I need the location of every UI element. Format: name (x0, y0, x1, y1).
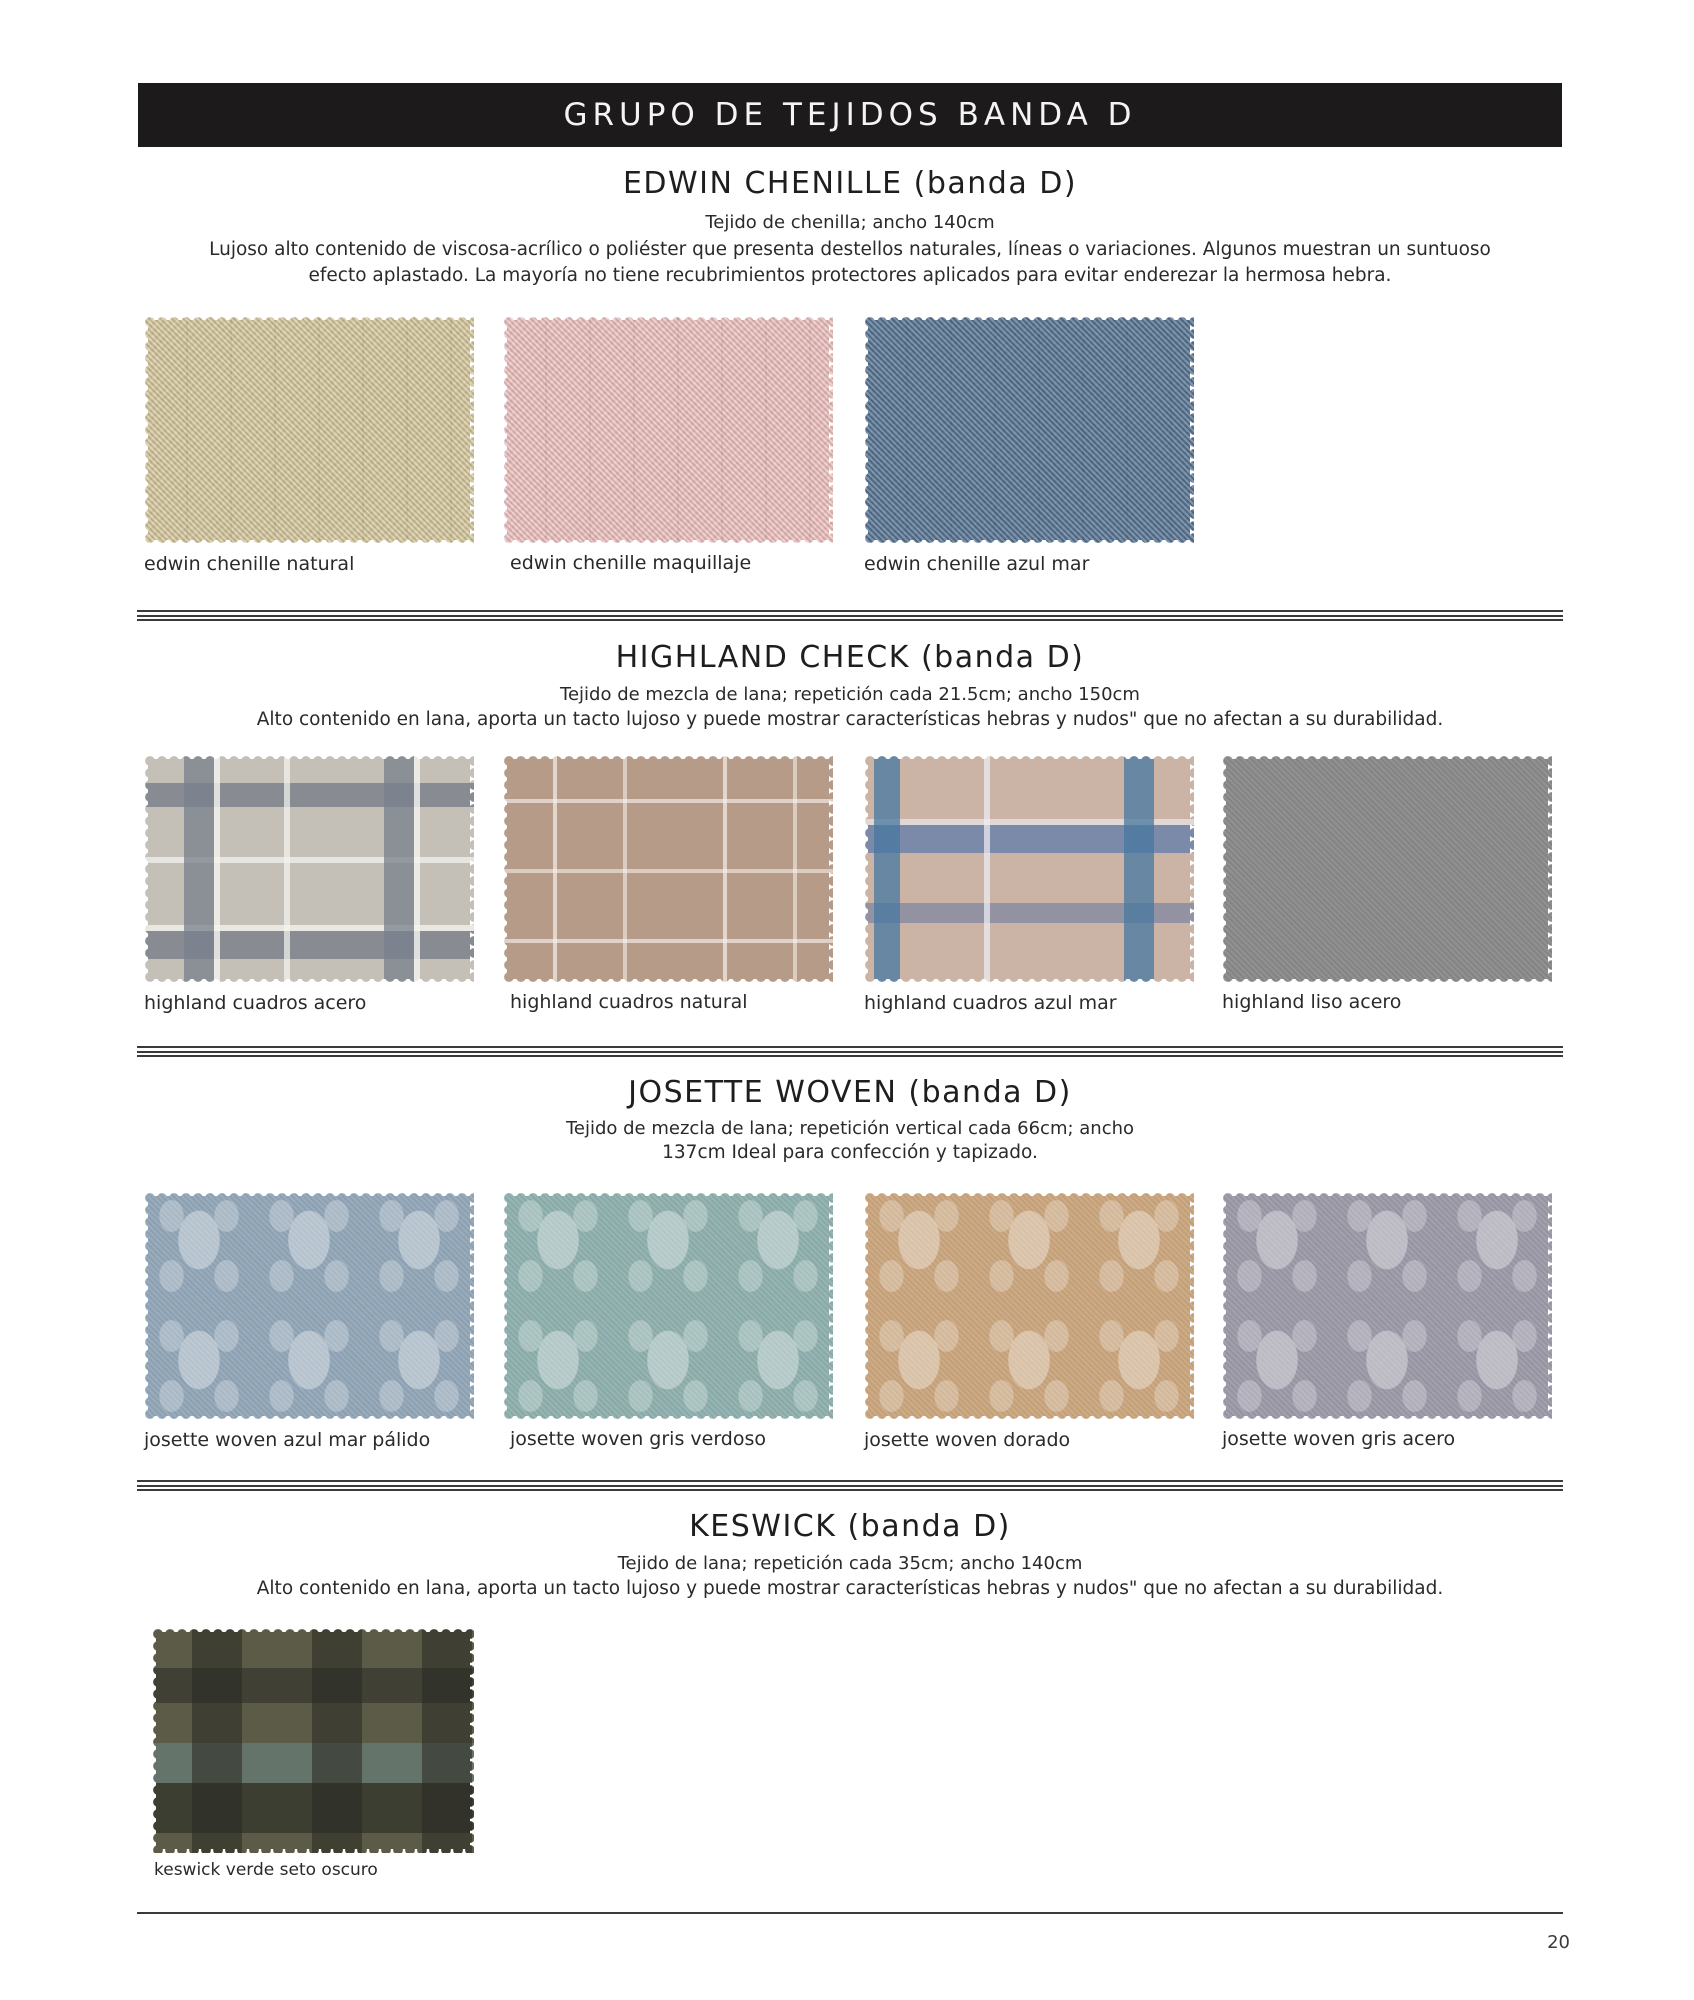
swatch-highland-cuadros-azul-mar[interactable] (864, 755, 1194, 983)
section-divider (137, 1046, 1563, 1057)
swatch-josette-woven-gris-verdoso[interactable] (503, 1192, 833, 1420)
section-divider (137, 1480, 1563, 1491)
swatch-keswick-verde-seto-oscuro[interactable] (152, 1628, 474, 1853)
footer-rule (137, 1912, 1563, 1914)
swatch-label: josette woven gris verdoso (510, 1428, 767, 1450)
swatch-label: edwin chenille natural (144, 553, 355, 575)
page-banner (138, 83, 1562, 147)
swatch-label: josette woven dorado (864, 1429, 1071, 1451)
swatch-josette-woven-azul-mar-palido[interactable] (144, 1192, 474, 1420)
swatch-edwin-chenille-natural[interactable] (144, 316, 474, 544)
swatch-label: highland cuadros natural (510, 991, 748, 1013)
swatch-label: edwin chenille azul mar (864, 553, 1090, 575)
section-title-josette-woven: JOSETTE WOVEN (banda D) (628, 1075, 1072, 1110)
swatch-edwin-chenille-azul-mar[interactable] (864, 316, 1194, 544)
swatch-josette-woven-gris-acero[interactable] (1222, 1192, 1552, 1420)
page-number: 20 (1547, 1932, 1570, 1953)
swatch-josette-woven-dorado[interactable] (864, 1192, 1194, 1420)
swatch-label: highland cuadros azul mar (864, 992, 1117, 1014)
swatch-highland-cuadros-natural[interactable] (503, 755, 833, 983)
section-subtitle-edwin-chenille: Tejido de chenilla; ancho 140cm (705, 212, 995, 233)
section-title-highland-check: HIGHLAND CHECK (banda D) (615, 640, 1085, 675)
swatch-label: highland cuadros acero (144, 992, 367, 1014)
section-title-keswick: KESWICK (banda D) (689, 1509, 1011, 1544)
section-divider (137, 610, 1563, 621)
swatch-label: edwin chenille maquillaje (510, 552, 752, 574)
section-description-highland-check: Alto contenido en lana, aporta un tacto lujoso y puede mostrar características hebras y nudos" que no afectan a su durabilidad. (256, 709, 1444, 730)
swatch-label: keswick verde seto oscuro (154, 1860, 378, 1880)
swatch-label: josette woven azul mar pálido (144, 1429, 431, 1451)
section-description-edwin-chenille: Lujoso alto contenido de viscosa-acrílico o poliéster que presenta destellos naturales, líneas o variaciones. Algunos muestran un suntuoso efecto aplastado. La mayoría no tiene recubrimientos protectores aplicados para evitar enderezar la hermosa hebra. (209, 239, 1491, 286)
swatch-label: josette woven gris acero (1222, 1428, 1456, 1450)
swatch-edwin-chenille-maquillaje[interactable] (503, 316, 833, 544)
section-subtitle-keswick: Tejido de lana; repetición cada 35cm; ancho 140cm (617, 1553, 1083, 1574)
swatch-label: highland liso acero (1222, 991, 1402, 1013)
section-subtitle-josette-woven: Tejido de mezcla de lana; repetición vertical cada 66cm; ancho (565, 1118, 1135, 1139)
section-title-edwin-chenille: EDWIN CHENILLE (banda D) (622, 166, 1078, 201)
banner-title: GRUPO DE TEJIDOS BANDA D (563, 97, 1137, 133)
swatch-highland-cuadros-acero[interactable] (144, 755, 474, 983)
section-description-josette-woven: 137cm Ideal para confección y tapizado. (662, 1142, 1038, 1163)
swatch-highland-liso-acero[interactable] (1222, 755, 1552, 983)
section-subtitle-highland-check: Tejido de mezcla de lana; repetición cada 21.5cm; ancho 150cm (560, 684, 1140, 705)
section-description-keswick: Alto contenido en lana, aporta un tacto lujoso y puede mostrar características hebras y nudos" que no afectan a su durabilidad. (256, 1578, 1444, 1599)
